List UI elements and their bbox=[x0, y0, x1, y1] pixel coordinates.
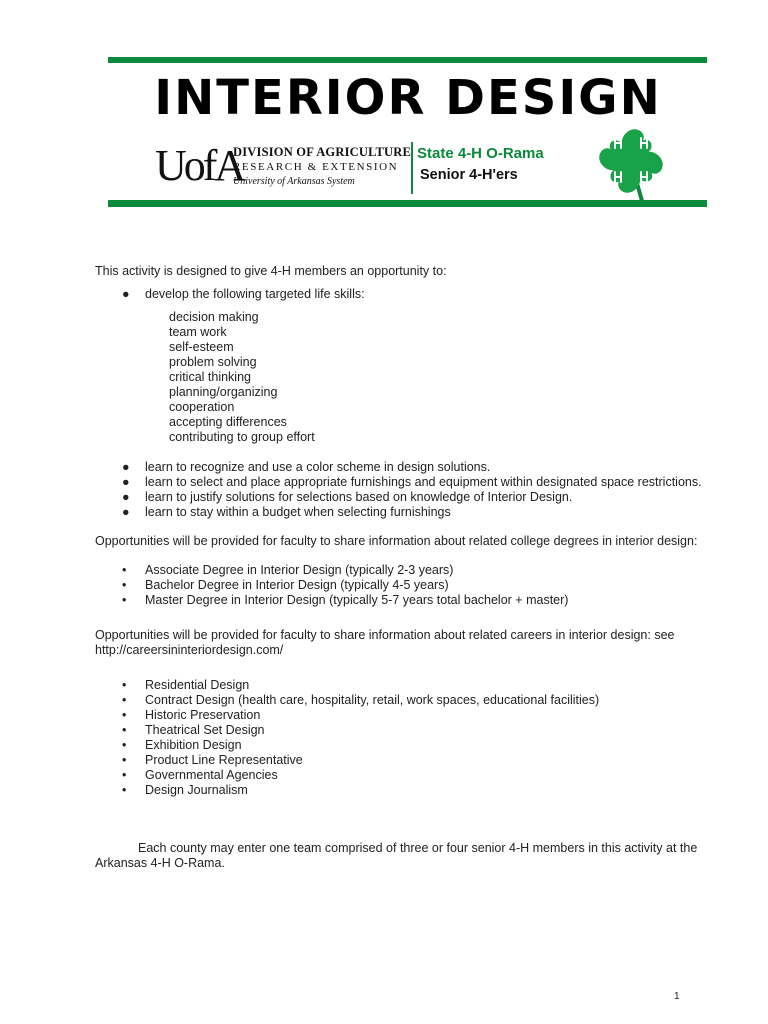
bullet-icon: • bbox=[122, 593, 127, 607]
document-body bbox=[95, 264, 735, 871]
bullet-icon: • bbox=[122, 783, 127, 797]
bullet-icon: ● bbox=[122, 490, 130, 504]
goal-text: develop the following targeted life skills: bbox=[145, 287, 365, 301]
career-item bbox=[95, 753, 735, 768]
life-skill-item: contributing to group effort bbox=[169, 430, 315, 444]
goal-item bbox=[95, 460, 735, 475]
career-text: Governmental Agencies bbox=[145, 768, 278, 782]
career-item bbox=[95, 693, 735, 708]
bullet-icon: • bbox=[122, 753, 127, 767]
life-skill-item: critical thinking bbox=[169, 370, 251, 384]
goal-item bbox=[95, 490, 735, 505]
uofa-logo-mark: UofA bbox=[155, 141, 244, 190]
degree-text: Associate Degree in Interior Design (typically 2-3 years) bbox=[145, 563, 454, 577]
degree-item bbox=[95, 563, 735, 578]
goals-list bbox=[95, 460, 735, 520]
intro-text: This activity is designed to give 4-H members an opportunity to: bbox=[95, 264, 447, 278]
degree-item bbox=[95, 593, 735, 608]
career-text: Product Line Representative bbox=[145, 753, 303, 767]
goal-item bbox=[95, 505, 735, 520]
event-name: State 4-H O-Rama bbox=[417, 145, 544, 162]
bullet-icon: • bbox=[122, 678, 127, 692]
career-text: Historic Preservation bbox=[145, 708, 261, 722]
life-skill-item: self-esteem bbox=[169, 340, 234, 354]
bullet-icon: • bbox=[122, 563, 127, 577]
career-item bbox=[95, 723, 735, 738]
degrees-intro: Opportunities will be provided for faculty to share information about related college degrees in interior design: bbox=[95, 534, 698, 548]
goal-text: learn to stay within a budget when selecting furnishings bbox=[145, 505, 451, 519]
degree-text: Master Degree in Interior Design (typically 5-7 years total bachelor + master) bbox=[145, 593, 569, 607]
life-skill-item: planning/organizing bbox=[169, 385, 278, 399]
career-text: Design Journalism bbox=[145, 783, 248, 797]
bullet-icon: • bbox=[122, 708, 127, 722]
page-title: INTERIOR DESIGN bbox=[154, 70, 662, 126]
uofa-line-system: University of Arkansas System bbox=[233, 176, 355, 187]
bullet-icon: ● bbox=[122, 287, 130, 301]
degree-text: Bachelor Degree in Interior Design (typically 4-5 years) bbox=[145, 578, 449, 592]
header-top-rule bbox=[108, 57, 707, 63]
goal-text: learn to justify solutions for selections based on knowledge of Interior Design. bbox=[145, 490, 573, 504]
page-number: 1 bbox=[674, 991, 680, 1002]
degrees-list bbox=[95, 563, 735, 608]
life-skills-list bbox=[95, 310, 735, 445]
career-text: Residential Design bbox=[145, 678, 250, 692]
life-skill-item: accepting differences bbox=[169, 415, 287, 429]
header-bottom-rule bbox=[108, 200, 707, 207]
uofa-logo-text bbox=[233, 145, 411, 188]
bullet-icon: ● bbox=[122, 460, 130, 474]
life-skill-item: problem solving bbox=[169, 355, 257, 369]
bullet-icon: ● bbox=[122, 505, 130, 519]
career-item bbox=[95, 708, 735, 723]
life-skill-item: cooperation bbox=[169, 400, 235, 414]
goal-text: learn to select and place appropriate furnishings and equipment within designated space restrictions. bbox=[145, 475, 702, 489]
uofa-line-research: RESEARCH & EXTENSION bbox=[233, 161, 399, 173]
uofa-line-division: DIVISION OF AGRICULTURE bbox=[233, 145, 412, 159]
life-skill-item: team work bbox=[169, 325, 227, 339]
life-skill-item: decision making bbox=[169, 310, 259, 324]
careers-list bbox=[95, 678, 735, 798]
bullet-icon: • bbox=[122, 578, 127, 592]
career-item bbox=[95, 768, 735, 783]
career-item bbox=[95, 678, 735, 693]
closing-paragraph: Each county may enter one team comprised of three or four senior 4-H members in this activity at the Arkansas 4-H O-Rama. bbox=[95, 841, 698, 870]
bullet-icon: ● bbox=[122, 475, 130, 489]
careers-intro: Opportunities will be provided for faculty to share information about related careers in interior design: see http://careersininteriordesign.com/ bbox=[95, 628, 675, 657]
bullet-icon: • bbox=[122, 738, 127, 752]
career-text: Exhibition Design bbox=[145, 738, 242, 752]
bullet-icon: • bbox=[122, 693, 127, 707]
header-divider bbox=[411, 142, 413, 194]
degree-item bbox=[95, 578, 735, 593]
goal-text: learn to recognize and use a color scheme in design solutions. bbox=[145, 460, 491, 474]
bullet-icon: • bbox=[122, 723, 127, 737]
goal-item bbox=[95, 287, 735, 302]
four-h-clover-icon bbox=[594, 124, 668, 202]
audience-label: Senior 4-H'ers bbox=[420, 167, 518, 183]
bullet-icon: • bbox=[122, 768, 127, 782]
career-item bbox=[95, 738, 735, 753]
uofa-logo bbox=[155, 143, 415, 193]
career-text: Contract Design (health care, hospitality, retail, work spaces, educational facilities) bbox=[145, 693, 600, 707]
career-item bbox=[95, 783, 735, 798]
career-text: Theatrical Set Design bbox=[145, 723, 265, 737]
goal-item bbox=[95, 475, 735, 490]
